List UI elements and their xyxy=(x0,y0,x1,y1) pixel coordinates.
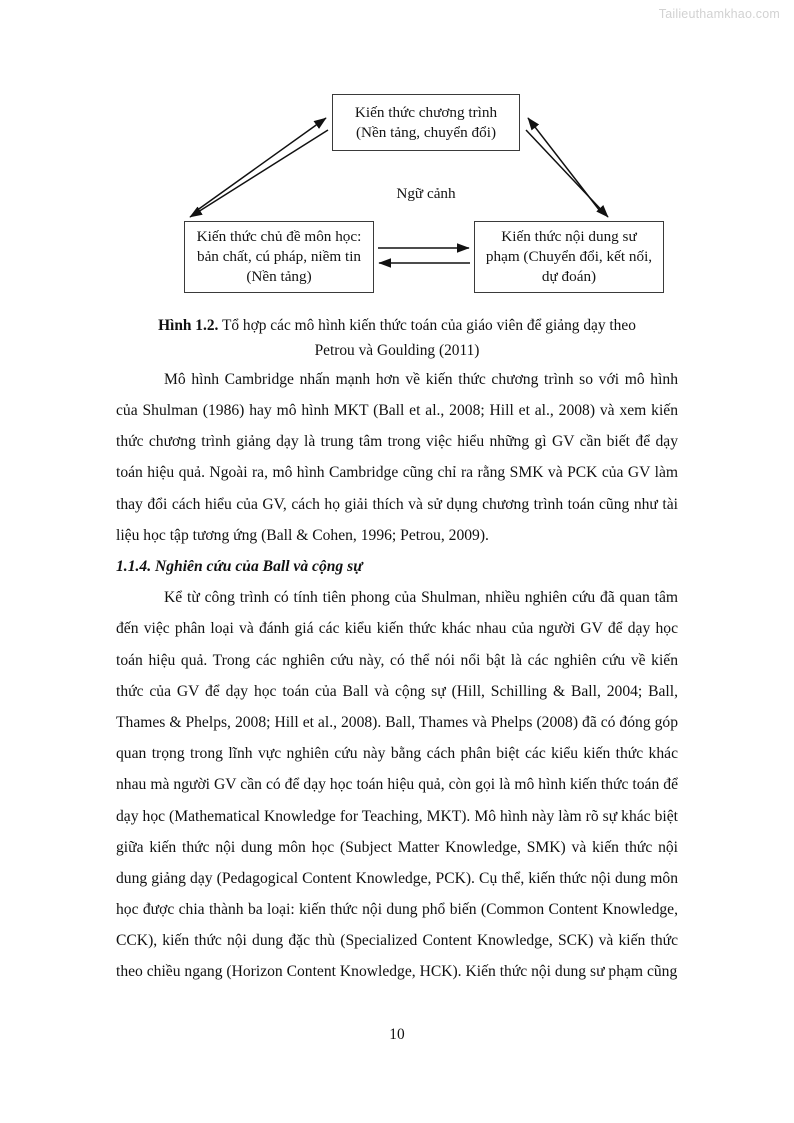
figure-diagram xyxy=(116,78,678,306)
figure-caption-label: Hình 1.2. xyxy=(158,317,219,334)
figure-caption xyxy=(116,314,678,364)
section-heading-1-1-4: 1.1.4. Nghiên cứu của Ball và cộng sự xyxy=(116,558,363,576)
diagram-node-pedagogical-content-knowledge: Kiến thức nội dung sư phạm (Chuyển đổi, kết nối, dự đoán) xyxy=(474,221,664,293)
diagram-center-label: Ngữ cảnh xyxy=(396,185,456,202)
watermark-text: Tailieuthamkhao.com xyxy=(658,7,780,21)
paragraph-ball-research: Kể từ công trình có tính tiên phong của Shulman, nhiều nghiên cứu đã quan tâm đến việc phân loại và đánh giá các kiểu kiến thức khác nhau của người GV để dạy học toán hiệu quả. Trong các nghiên cứu này, có thể nói nổi bật là các nghiên cứu về kiến thức của GV để dạy học toán của Ball và cộng sự (Hill, Schilling & Ball, 2004; Ball, Thames & Phelps, 2008; Hill et al., 2008). Ball, Thames và Phelps (2008) đã có đóng góp quan trọng trong lĩnh vực nghiên cứu này bằng cách phân biệt các kiểu kiến thức khác nhau mà người GV cần có để dạy học toán hiệu quả, còn gọi là mô hình kiến thức toán để dạy học (Mathematical Knowledge for Teaching, MKT). Mô hình này làm rõ sự khác biệt giữa kiến thức nội dung môn học (Subject Matter Knowledge, SMK) và kiến thức nội dung giảng dạy (Pedagogical Content Knowledge, PCK). Cụ thể, kiến thức nội dung môn học được chia thành ba loại: kiến thức nội dung phổ biến (Common Content Knowledge, CCK), kiến thức nội dung đặc thù (Specialized Content Knowledge, SCK) và kiến thức theo chiều ngang (Horizon Content Knowledge, HCK). Kiến thức nội dung sư phạm cũng xyxy=(116,589,678,981)
page-number: 10 xyxy=(389,1026,405,1043)
diagram-node-subject-matter-knowledge: Kiến thức chủ đề môn học: bản chất, cú pháp, niềm tin (Nền tảng) xyxy=(184,221,374,293)
figure-caption-line2: Petrou và Goulding (2011) xyxy=(314,341,480,359)
paragraph-cambridge-model: Mô hình Cambridge nhấn mạnh hơn về kiến thức chương trình so với mô hình của Shulman (1986) hay mô hình MKT (Ball et al., 2008; Hill et al., 2008) và xem kiến thức chương trình giảng dạy là trung tâm trong việc hiểu những gì GV cần biết để dạy toán hiệu quả. Ngoài ra, mô hình Cambridge cũng chỉ ra rằng SMK và PCK của GV làm thay đổi cách hiểu của GV, cách họ giải thích và sử dụng chương trình toán cũng như tài liệu học tập tương ứng (Ball & Cohen, 1996; Petrou, 2009). xyxy=(116,370,678,544)
figure-caption-line1: Tổ hợp các mô hình kiến thức toán của giáo viên để giảng dạy theo xyxy=(218,317,636,334)
diagram-node-program-knowledge: Kiến thức chương trình (Nền tảng, chuyển đổi) xyxy=(332,94,520,151)
page-content xyxy=(116,78,678,988)
